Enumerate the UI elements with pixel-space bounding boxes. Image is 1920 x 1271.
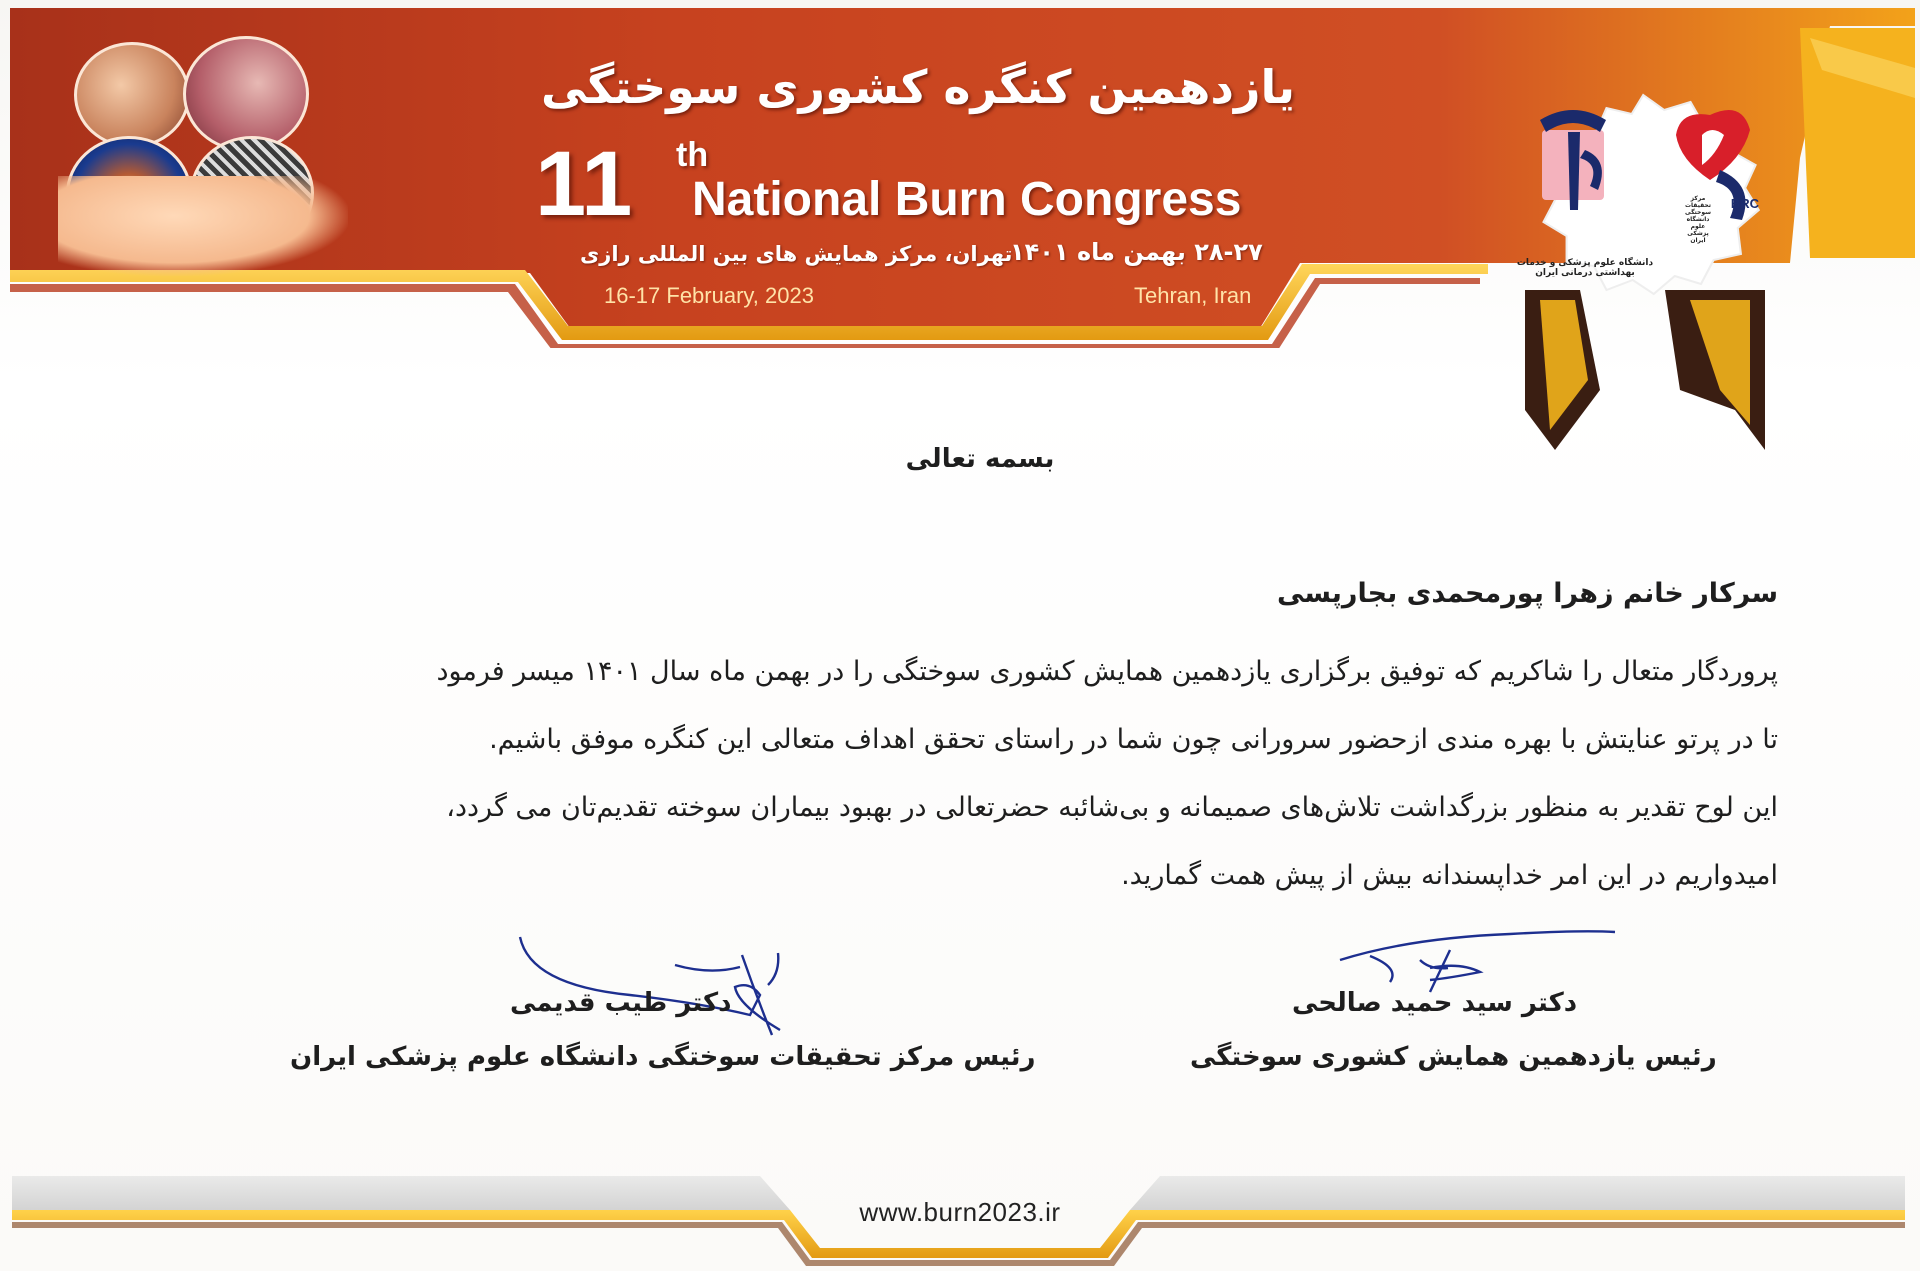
- hand-illustration: [58, 176, 348, 276]
- paragraph-line: تا در پرتو عنایتش با بهره مندی ازحضور سرورانی چون شما در راستای تحقق اهداف متعالی این کنگره موفق باشیم.: [489, 724, 1778, 755]
- right-signatory-title: رئیس یازدهمین همایش کشوری سوختگی: [1190, 1042, 1717, 1072]
- place-en: Tehran, Iran: [1134, 283, 1252, 308]
- date-fa: ۲۸-۲۷ بهمن ماه ۱۴۰۱: [1010, 238, 1263, 266]
- university-logo-icon: [1540, 110, 1606, 210]
- university-logo-caption: دانشگاه علوم پزشکی و خدمات بهداشتی درمانی ایران: [1516, 258, 1654, 278]
- brc-logo-caption: مرکز تحقیقات سوختگی دانشگاه علوم پزشکی ایران: [1685, 195, 1711, 244]
- congress-title-fa: یازدهمین کنگره کشوری سوختگی: [541, 60, 1295, 114]
- edition-number: 11: [535, 133, 633, 235]
- left-signature-scribble: [510, 925, 840, 1045]
- website-url[interactable]: www.burn2023.ir: [859, 1197, 1061, 1227]
- congress-title-en: National Burn Congress: [692, 173, 1242, 226]
- paragraph-line: امیدواریم در این امر خداپسندانه بیش از پیش همت گمارید.: [1121, 860, 1778, 891]
- recipient-name: سرکار خانم زهرا پورمحمدی بجارپسی: [1277, 578, 1778, 609]
- photo-wound: [183, 36, 309, 152]
- venue-fa: تهران، مرکز همایش های بین المللی رازی: [580, 242, 1013, 266]
- paragraph-line: این لوح تقدیر به منظور بزرگداشت تلاش‌های صمیمانه و بی‌شائبه حضرتعالی در بهبود بیماران سوخته تقدیم‌تان می گردد،: [446, 792, 1778, 823]
- left-signatory-name: دکتر طیب قدیمی: [510, 988, 732, 1018]
- left-signatory-title: رئیس مرکز تحقیقات سوختگی دانشگاه علوم پزشکی ایران: [290, 1042, 1036, 1072]
- invocation: بسمه تعالی: [905, 444, 1055, 474]
- paragraph-line: پروردگار متعال را شاکریم که توفیق برگزاری یازدهمین همایش کشوری سوختگی را در بهمن ماه سال ۱۴۰۱ میسر فرمود: [436, 656, 1778, 687]
- brc-logo-text: BRC: [1730, 196, 1760, 211]
- burn-photo-collage: [58, 36, 358, 266]
- right-signatory-name: دکتر سید حمید صالحی: [1292, 988, 1578, 1018]
- edition-suffix: th: [676, 136, 709, 174]
- date-en: 16-17 February, 2023: [604, 283, 814, 308]
- photo-skin: [74, 42, 190, 148]
